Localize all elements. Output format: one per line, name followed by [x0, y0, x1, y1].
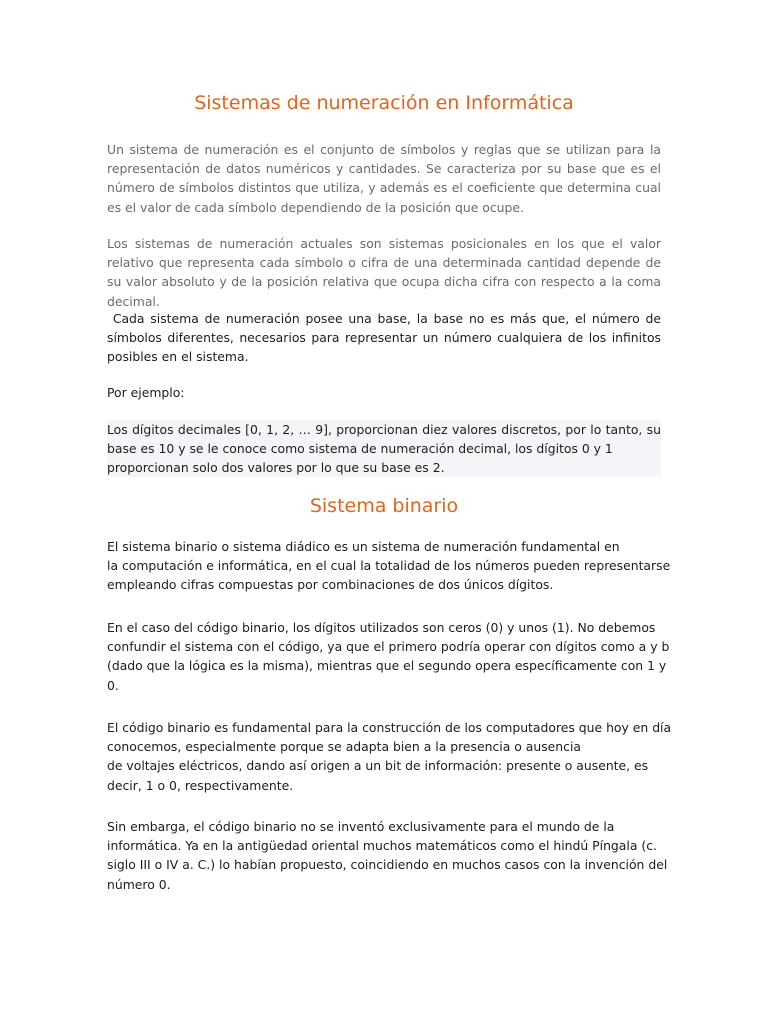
paragraph-line: informática. Ya en la antigüedad oriental muchos matemáticos como el hindú Píngala (c. — [107, 838, 657, 854]
paragraph-line: número 0. — [107, 876, 171, 892]
intro-paragraph-1: Un sistema de numeración es el conjunto de símbolos y reglas que se utilizan para la representación de datos numéricos y cantidades. Se caracteriza por su base que es el número de símbolos distintos que utiliza, y además es el coeficiente que determina cual es el valor de cada símbolo dependiendo de la posición que ocupe. — [107, 142, 661, 215]
binary-paragraph-3 — [107, 718, 672, 795]
example-line: base es 10 y se le conoce como sistema de numeración decimal, los dígitos 0 y 1 — [107, 441, 613, 457]
example-block — [107, 420, 661, 477]
example-label: Por ejemplo: — [107, 385, 185, 400]
intro-paragraph-2: Los sistemas de numeración actuales son sistemas posicionales en los que el valor relativo que representa cada símbolo o cifra de una determinada cantidad depende de su valor absoluto y de la posición relativa que ocupa dicha cifra con respecto a la coma decimal. — [107, 236, 661, 309]
example-line: Los dígitos decimales [0, 1, 2, … 9], proporcionan diez valores discretos, por lo tanto, su — [107, 422, 661, 437]
intro-paragraph-3: Cada sistema de numeración posee una base, la base no es más que, el número de símbolos diferentes, necesarios para representar un número cualquiera de los infinitos posibles en el sistema. — [107, 311, 665, 365]
binary-paragraph-4 — [107, 817, 668, 894]
paragraph-line: la computación e informática, en el cual la totalidad de los números pueden representarse — [107, 558, 671, 574]
binary-paragraph-1 — [107, 537, 671, 595]
section-title: Sistema binario — [309, 495, 459, 517]
paragraph-line: confundir el sistema con el código, ya que el primero podría operar con dígitos como a y b — [107, 639, 670, 655]
paragraph-line: conocemos, especialmente porque se adapta bien a la presencia o ausencia — [107, 739, 581, 755]
paragraph-line: decir, 1 o 0, respectivamente. — [107, 777, 294, 793]
paragraph-line: empleando cifras compuestas por combinaciones de dos únicos dígitos. — [107, 577, 554, 593]
paragraph-line: Sin embarga, el código binario no se inventó exclusivamente para el mundo de la — [107, 819, 615, 834]
paragraph-line: siglo III o IV a. C.) lo habían propuesto, coincidiendo en muchos casos con la invención del — [107, 857, 668, 873]
paragraph-line: En el caso del código binario, los dígitos utilizados son ceros (0) y unos (1). No debemos — [107, 620, 656, 635]
binary-paragraph-2 — [107, 618, 670, 695]
paragraph-line: El sistema binario o sistema diádico es un sistema de numeración fundamental en — [107, 539, 620, 554]
paragraph-line: de voltajes eléctricos, dando así origen a un bit de información: presente o ausente, es — [107, 758, 649, 774]
paragraph-line: (dado que la lógica es la misma), mientras que el segundo opera específicamente con 1 y — [107, 658, 667, 674]
example-line: proporcionan solo dos valores por lo que su base es 2. — [107, 460, 445, 476]
paragraph-line: El código binario es fundamental para la construcción de los computadores que hoy en día — [107, 720, 672, 735]
paragraph-line: 0. — [107, 677, 119, 693]
document-title: Sistemas de numeración en Informática — [194, 92, 574, 114]
